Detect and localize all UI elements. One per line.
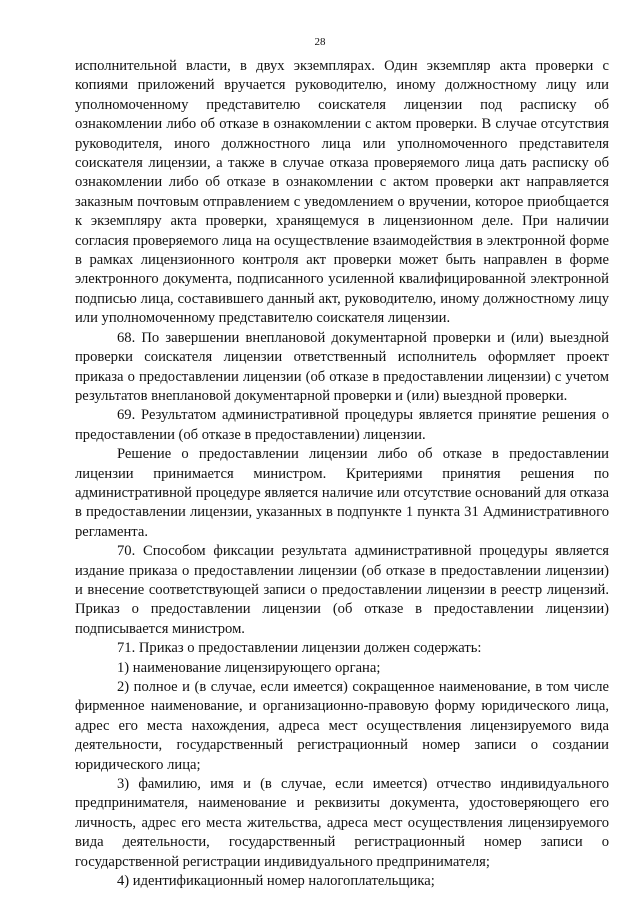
page-number: 28	[314, 36, 326, 48]
list-item-2: 2) полное и (в случае, если имеется) сокращенное наименование, в том числе фирменное наименование, и организационно-правовую форму юридического лица, адрес его места нахождения, адреса мест осуществления лицензируемого вида деятельности, государственный регистрационный номер записи о создании юридического лица;	[75, 679, 609, 773]
paragraph-68: 68. По завершении внеплановой документарной проверки и (или) выездной проверки соискателя лицензии ответственный исполнитель оформляет проект приказа о предоставлении лицензии (об отказе в предоставлении лицензии) с учетом результатов внеплановой документарной проверки и (или) выездной проверки.	[75, 329, 609, 404]
list-item-4: 4) идентификационный номер налогоплательщика;	[117, 873, 435, 890]
paragraph-71: 71. Приказ о предоставлении лицензии должен содержать:	[117, 640, 482, 657]
list-item-3: 3) фамилию, имя и (в случае, если имеется) отчество индивидуального предпринимателя, наименование и реквизиты документа, удостоверяющего его личность, адрес его места жительства, адреса мест осуществления лицензируемого вида деятельности, государственный регистрационный номер записи о государственной регистрации индивидуального предпринимателя;	[75, 776, 609, 870]
paragraph-70: 70. Способом фиксации результата административной процедуры является издание приказа о предоставлении лицензии (об отказе в предоставлении лицензии) и внесение соответствующей записи о предоставлении лицензии в реестр лицензий. Приказ о предоставлении лицензии (об отказе в предоставлении лицензии) подписывается министром.	[75, 543, 609, 637]
paragraph-continuation: исполнительной власти, в двух экземплярах. Один экземпляр акта проверки с копиями приложений вручается руководителю, иному должностному лицу или уполномоченному представителю соискателя лицензии под расписку об ознакомлении либо об отказе в ознакомлении с актом проверки. В случае отсутствия руководителя, иного должностного лица или уполномоченного представителя соискателя лицензии, а также в случае отказа проверяемого лица дать расписку об ознакомлении либо об отказе в ознакомлении с актом проверки акт направляется заказным почтовым отправлением с уведомлением о вручении, которое приобщается к экземпляру акта проверки, хранящемуся в лицензионном деле. При наличии согласия проверяемого лица на осуществление взаимодействия в электронной форме в рамках лицензионного контроля акт проверки может быть направлен в форме электронного документа, подписанного усиленной квалифицированной электронной подписью лица, составившего данный акт, руководителю, иному должностному лицу или уполномоченному представителю соискателя лицензии.	[75, 58, 609, 327]
paragraph-69: 69. Результатом административной процедуры является принятие решения о предоставлении (об отказе в предоставлении) лицензии.	[75, 407, 609, 443]
paragraph-decision: Решение о предоставлении лицензии либо об отказе в предоставлении лицензии принимается министром. Критериями принятия решения по административной процедуре является наличие или отсутствие оснований для отказа в предоставлении лицензии, указанных в подпункте 1 пункта 31 Административного регламента.	[75, 446, 609, 540]
list-item-1: 1) наименование лицензирующего органа;	[117, 659, 381, 676]
document-body	[75, 57, 609, 891]
